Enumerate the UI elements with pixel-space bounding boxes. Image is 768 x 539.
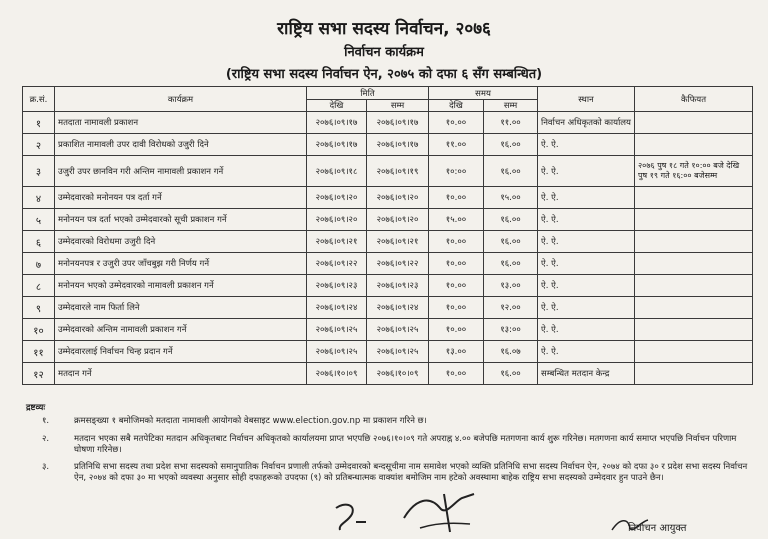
cell-time-from: १०.०० — [429, 187, 484, 209]
cell-program: मतदाता नामावली प्रकाशन — [55, 112, 307, 134]
cell-place: ऐ. ऐ. — [538, 297, 635, 319]
cell-place: ऐ. ऐ. — [538, 319, 635, 341]
cell-time-to: १६.०० — [484, 231, 538, 253]
cell-time-to: १३:०० — [484, 319, 538, 341]
note-number: २. — [42, 434, 50, 444]
cell-sn: ५ — [23, 209, 55, 231]
cell-time-from: १०:०० — [429, 156, 484, 187]
cell-remarks — [635, 275, 753, 297]
cell-date-from: २०७६।०९।२५ — [307, 319, 367, 341]
cell-time-to: १३.०० — [484, 275, 538, 297]
cell-program: उम्मेदवारको अन्तिम नामावली प्रकाशन गर्ने — [55, 319, 307, 341]
cell-remarks — [635, 363, 753, 385]
note-text: मतदान भएका सबै मतपेटिका मतदान अधिकृतबाट निर्वाचन अधिकृतको कार्यालयमा प्राप्त भएपछि २०७६।१०।०९ गते अपराह्न ४.०० बजेपछि मतगणना कार्य शुरू गरिनेछ। मतगणना कार्य समाप्त भएपछि निर्वाचन परिणाम घोषणा गरिनेछ। — [74, 434, 737, 455]
cell-date-from: २०७६।०९।२२ — [307, 253, 367, 275]
cell-time-from: १०.०० — [429, 319, 484, 341]
cell-place: सम्बन्धित मतदान केन्द्र — [538, 363, 635, 385]
table-header-row — [23, 87, 753, 100]
note-number: ३. — [42, 462, 50, 472]
cell-date-to: २०७६।०९।१७ — [367, 134, 429, 156]
cell-place: ऐ. ऐ. — [538, 134, 635, 156]
header-time-from: देखि — [429, 100, 484, 112]
cell-remarks — [635, 209, 753, 231]
cell-date-to: २०७६।०९।१९ — [367, 156, 429, 187]
cell-time-to: १५.०० — [484, 187, 538, 209]
table-row — [23, 253, 753, 275]
cell-date-to: २०७६।०९।१७ — [367, 112, 429, 134]
cell-remarks — [635, 341, 753, 363]
cell-place: ऐ. ऐ. — [538, 341, 635, 363]
cell-program: उम्मेदवारको मनोनयन पत्र दर्ता गर्ने — [55, 187, 307, 209]
signature-icon — [400, 488, 480, 536]
cell-date-to: २०७६।१०।०९ — [367, 363, 429, 385]
cell-time-from: १०.०० — [429, 253, 484, 275]
cell-remarks — [635, 112, 753, 134]
cell-date-to: २०७६।०९।२५ — [367, 341, 429, 363]
cell-remarks: २०७६ पुष १८ गते १०:०० बजे देखि पुष १९ गते १६:०० बजेसम्म — [635, 156, 753, 187]
cell-time-to: १६.०० — [484, 156, 538, 187]
cell-program: मनोनयनपत्र र उजुरी उपर जाँचबुझ गरी निर्णय गर्ने — [55, 253, 307, 275]
header-sn: क्र.सं. — [23, 87, 55, 112]
header-time: समय — [429, 87, 538, 100]
officer-title: निर्वाचन आयुक्त — [628, 523, 687, 534]
cell-place: ऐ. ऐ. — [538, 253, 635, 275]
cell-date-to: २०७६।०९।२० — [367, 209, 429, 231]
table-row — [23, 209, 753, 231]
cell-program: मनोनयन पत्र दर्ता भएको उम्मेदवारको सूची प्रकाशन गर्ने — [55, 209, 307, 231]
cell-time-from: १०.०० — [429, 112, 484, 134]
cell-program: मनोनयन भएको उम्मेदवारको नामावली प्रकाशन गर्ने — [55, 275, 307, 297]
cell-date-to: २०७६।०९।२० — [367, 187, 429, 209]
header-date-to: सम्म — [367, 100, 429, 112]
cell-date-from: २०७६।०९।१७ — [307, 112, 367, 134]
header-program: कार्यक्रम — [55, 87, 307, 112]
cell-date-from: २०७६।०९।२० — [307, 209, 367, 231]
cell-date-to: २०७६।०९।२३ — [367, 275, 429, 297]
cell-time-from: ११.०० — [429, 134, 484, 156]
note-number: १. — [42, 416, 50, 426]
cell-program: प्रकाशित नामावली उपर दावी विरोधको उजुरी दिने — [55, 134, 307, 156]
cell-remarks — [635, 134, 753, 156]
note-text: प्रतिनिधि सभा सदस्य तथा प्रदेश सभा सदस्यको समानुपातिक निर्वाचन प्रणाली तर्फको उम्मेदवारको बन्दसूचीमा नाम समावेश भएको व्यक्ति प्रतिनिधि सभा सदस्य निर्वाचन ऐन, २०७४ को दफा ३० र प्रदेश सभा सदस्य निर्वाचन ऐन, २०७४ को दफा ३० मा भएको व्यवस्था अनुसार सोही दफाहरूको उपदफा (९) को प्रतिबन्धात्मक वाक्यांश बमोजिम नाम हटेको अवस्थामा बाहेक राष्ट्रिय सभा सदस्यको उम्मेदवार हुन पाउने छैन। — [74, 462, 748, 483]
cell-place: ऐ. ऐ. — [538, 209, 635, 231]
cell-time-to: ११.०० — [484, 112, 538, 134]
cell-place: ऐ. ऐ. — [538, 231, 635, 253]
cell-time-to: १२.०० — [484, 297, 538, 319]
cell-date-from: २०७६।०९।२५ — [307, 341, 367, 363]
cell-date-from: २०७६।०९।२१ — [307, 231, 367, 253]
cell-date-from: २०७६।०९।१८ — [307, 156, 367, 187]
cell-date-from: २०७६।०९।२४ — [307, 297, 367, 319]
document-reference: (राष्ट्रिय सभा सदस्य निर्वाचन ऐन, २०७५ को दफा ६ सँग सम्बन्धित) — [225, 67, 543, 82]
cell-time-to: १६.०० — [484, 253, 538, 275]
cell-program: मतदान गर्ने — [55, 363, 307, 385]
cell-place: ऐ. ऐ. — [538, 187, 635, 209]
cell-remarks — [635, 319, 753, 341]
table-row — [23, 112, 753, 134]
cell-time-to: १६.०० — [484, 363, 538, 385]
cell-sn: ८ — [23, 275, 55, 297]
header-time-to: सम्म — [484, 100, 538, 112]
cell-program: उम्मेदवारलाई निर्वाचन चिन्ह प्रदान गर्ने — [55, 341, 307, 363]
cell-time-from: १०.०० — [429, 363, 484, 385]
table-row — [23, 319, 753, 341]
header-date-from: देखि — [307, 100, 367, 112]
cell-time-from: १०.०० — [429, 231, 484, 253]
cell-date-to: २०७६।०९।२१ — [367, 231, 429, 253]
cell-date-from: २०७६।०९।२३ — [307, 275, 367, 297]
cell-time-from: १३.०० — [429, 341, 484, 363]
cell-date-to: २०७६।०९।२२ — [367, 253, 429, 275]
cell-place: ऐ. ऐ. — [538, 156, 635, 187]
note-text: क्रमसङ्ख्या १ बमोजिमको मतदाता नामावली आयोगको वेबसाइट www.election.gov.np मा प्रकाशन गरिने छ। — [74, 416, 427, 426]
table-row — [23, 156, 753, 187]
table-row — [23, 341, 753, 363]
cell-place: ऐ. ऐ. — [538, 275, 635, 297]
header-date: मिति — [307, 87, 429, 100]
cell-remarks — [635, 231, 753, 253]
table-row — [23, 275, 753, 297]
signature-mark-icon — [330, 500, 370, 534]
cell-sn: ६ — [23, 231, 55, 253]
cell-time-to: १६.०७ — [484, 341, 538, 363]
cell-remarks — [635, 297, 753, 319]
cell-program: उम्मेदवारले नाम फिर्ता लिने — [55, 297, 307, 319]
cell-time-from: १०.०० — [429, 275, 484, 297]
cell-time-to: १६.०० — [484, 134, 538, 156]
cell-date-from: २०७६।०९।२० — [307, 187, 367, 209]
cell-place: निर्वाचन अधिकृतको कार्यालय — [538, 112, 635, 134]
cell-sn: ११ — [23, 341, 55, 363]
cell-time-from: १०.०० — [429, 297, 484, 319]
header-place: स्थान — [538, 87, 635, 112]
cell-sn: ९ — [23, 297, 55, 319]
cell-sn: ७ — [23, 253, 55, 275]
table-row — [23, 187, 753, 209]
cell-time-from: १५.०० — [429, 209, 484, 231]
cell-date-from: २०७६।१०।०९ — [307, 363, 367, 385]
cell-program: उजुरी उपर छानविन गरी अन्तिम नामावली प्रकाशन गर्ने — [55, 156, 307, 187]
notes-label: द्रष्टव्यः — [26, 403, 46, 413]
cell-date-to: २०७६।०९।२५ — [367, 319, 429, 341]
table-row — [23, 297, 753, 319]
cell-time-to: १६.०० — [484, 209, 538, 231]
table-row — [23, 363, 753, 385]
cell-sn: २ — [23, 134, 55, 156]
cell-program: उम्मेदवारको विरोधमा उजुरी दिने — [55, 231, 307, 253]
cell-sn: १ — [23, 112, 55, 134]
cell-date-from: २०७६।०९।१७ — [307, 134, 367, 156]
document-title: राष्ट्रिय सभा सदस्य निर्वाचन, २०७६ — [277, 19, 491, 39]
cell-remarks — [635, 187, 753, 209]
document-subtitle: निर्वाचन कार्यक्रम — [344, 45, 424, 60]
cell-date-to: २०७६।०९।२४ — [367, 297, 429, 319]
table-row — [23, 134, 753, 156]
header-remarks: कैफियत — [635, 87, 753, 112]
cell-remarks — [635, 253, 753, 275]
schedule-table — [22, 86, 753, 385]
table-row — [23, 231, 753, 253]
cell-sn: ४ — [23, 187, 55, 209]
cell-sn: ३ — [23, 156, 55, 187]
cell-sn: १२ — [23, 363, 55, 385]
cell-sn: १० — [23, 319, 55, 341]
